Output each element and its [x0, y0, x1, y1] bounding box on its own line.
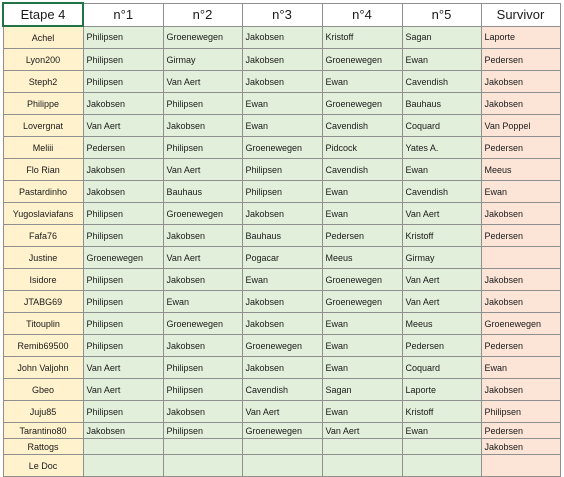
pick-4-cell[interactable]: Ewan [322, 181, 402, 203]
pick-5-cell[interactable]: Van Aert [402, 291, 481, 313]
pick-4-cell[interactable]: Sagan [322, 379, 402, 401]
pick-3-cell[interactable]: Van Aert [242, 401, 322, 423]
header-row [3, 3, 560, 26]
survivor-cell[interactable]: Pedersen [481, 225, 560, 247]
pick-3-cell[interactable]: Jakobsen [242, 26, 322, 49]
survivor-cell[interactable]: Laporte [481, 26, 560, 49]
table-row [3, 269, 560, 291]
table-row [3, 357, 560, 379]
survivor-cell[interactable]: Groenewegen [481, 313, 560, 335]
pick-3-cell[interactable]: Groenewegen [242, 137, 322, 159]
pick-5-cell[interactable] [402, 439, 481, 455]
header-cell-pick-1[interactable]: n°1 [83, 3, 163, 26]
pick-4-cell[interactable]: Ewan [322, 401, 402, 423]
pick-5-cell[interactable]: Ewan [402, 49, 481, 71]
player-name-cell[interactable]: Rattogs [3, 439, 83, 455]
pick-1-cell[interactable]: Philipsen [83, 71, 163, 93]
table-row [3, 455, 560, 477]
player-name-cell[interactable]: Remib69500 [3, 335, 83, 357]
survivor-cell[interactable]: Pedersen [481, 423, 560, 439]
pick-4-cell[interactable]: Ewan [322, 357, 402, 379]
pick-3-cell[interactable]: Ewan [242, 115, 322, 137]
pick-5-cell[interactable]: Yates A. [402, 137, 481, 159]
pick-2-cell[interactable]: Groenewegen [163, 203, 242, 225]
pick-1-cell[interactable]: Jakobsen [83, 93, 163, 115]
table-row [3, 439, 560, 455]
player-name-cell[interactable]: Lyon200 [3, 49, 83, 71]
survivor-cell[interactable]: Jakobsen [481, 291, 560, 313]
header-cell-pick-4[interactable]: n°4 [322, 3, 402, 26]
pick-1-cell[interactable]: Philipsen [83, 26, 163, 49]
pick-4-cell[interactable]: Kristoff [322, 26, 402, 49]
header-cell-stage[interactable]: Etape 4 [3, 3, 83, 26]
player-name-cell[interactable]: Yugoslaviafans [3, 203, 83, 225]
pick-2-cell[interactable]: Philipsen [163, 357, 242, 379]
pick-3-cell[interactable]: Philipsen [242, 159, 322, 181]
pick-2-cell[interactable]: Van Aert [163, 247, 242, 269]
pick-3-cell[interactable]: Philipsen [242, 181, 322, 203]
pick-4-cell[interactable] [322, 439, 402, 455]
player-name-cell[interactable]: Achel [3, 26, 83, 49]
pick-5-cell[interactable]: Van Aert [402, 203, 481, 225]
pick-4-cell[interactable]: Pidcock [322, 137, 402, 159]
pick-5-cell[interactable]: Coquard [402, 115, 481, 137]
table-row [3, 93, 560, 115]
pick-2-cell[interactable]: Van Aert [163, 159, 242, 181]
player-name-cell[interactable]: Juju85 [3, 401, 83, 423]
pick-1-cell[interactable]: Philipsen [83, 401, 163, 423]
pick-2-cell[interactable]: Van Aert [163, 71, 242, 93]
table-row [3, 313, 560, 335]
pick-1-cell[interactable]: Van Aert [83, 115, 163, 137]
table-row [3, 291, 560, 313]
table-row [3, 137, 560, 159]
pick-4-cell[interactable]: Ewan [322, 335, 402, 357]
pick-3-cell[interactable]: Jakobsen [242, 357, 322, 379]
pick-1-cell[interactable]: Philipsen [83, 335, 163, 357]
pick-4-cell[interactable]: Van Aert [322, 423, 402, 439]
table-row [3, 379, 560, 401]
player-name-cell[interactable]: Steph2 [3, 71, 83, 93]
player-name-cell[interactable]: Isidore [3, 269, 83, 291]
survivor-cell[interactable]: Jakobsen [481, 71, 560, 93]
pick-4-cell[interactable]: Ewan [322, 71, 402, 93]
pick-5-cell[interactable]: Coquard [402, 357, 481, 379]
survivor-cell[interactable]: Pedersen [481, 137, 560, 159]
player-name-cell[interactable]: Justine [3, 247, 83, 269]
pick-2-cell[interactable]: Jakobsen [163, 269, 242, 291]
pick-1-cell[interactable]: Philipsen [83, 269, 163, 291]
survivor-cell[interactable]: Jakobsen [481, 379, 560, 401]
pick-5-cell[interactable]: Kristoff [402, 401, 481, 423]
pick-3-cell[interactable]: Jakobsen [242, 49, 322, 71]
pick-4-cell[interactable]: Meeus [322, 247, 402, 269]
pick-5-cell[interactable]: Ewan [402, 423, 481, 439]
pick-1-cell[interactable]: Jakobsen [83, 181, 163, 203]
survivor-cell[interactable]: Jakobsen [481, 203, 560, 225]
pick-3-cell[interactable]: Jakobsen [242, 313, 322, 335]
survivor-cell[interactable]: Van Poppel [481, 115, 560, 137]
table-row [3, 401, 560, 423]
pick-1-cell[interactable] [83, 439, 163, 455]
pick-5-cell[interactable] [402, 455, 481, 477]
survivor-cell[interactable] [481, 455, 560, 477]
table-row [3, 247, 560, 269]
table-row [3, 181, 560, 203]
pick-5-cell[interactable]: Meeus [402, 313, 481, 335]
pick-1-cell[interactable]: Van Aert [83, 379, 163, 401]
table-row [3, 203, 560, 225]
table-row [3, 115, 560, 137]
pick-3-cell[interactable]: Pogacar [242, 247, 322, 269]
player-name-cell[interactable]: John Valjohn [3, 357, 83, 379]
pick-1-cell[interactable]: Philipsen [83, 49, 163, 71]
pick-5-cell[interactable]: Ewan [402, 159, 481, 181]
pick-1-cell[interactable]: Van Aert [83, 357, 163, 379]
pick-4-cell[interactable]: Ewan [322, 313, 402, 335]
pick-2-cell[interactable]: Girmay [163, 49, 242, 71]
header-cell-pick-2[interactable]: n°2 [163, 3, 242, 26]
pick-1-cell[interactable]: Philipsen [83, 291, 163, 313]
table-row [3, 423, 560, 439]
pick-5-cell[interactable]: Kristoff [402, 225, 481, 247]
pick-3-cell[interactable]: Groenewegen [242, 423, 322, 439]
pick-4-cell[interactable]: Ewan [322, 203, 402, 225]
player-name-cell[interactable]: Philippe [3, 93, 83, 115]
pick-4-cell[interactable]: Pedersen [322, 225, 402, 247]
pick-2-cell[interactable]: Jakobsen [163, 401, 242, 423]
pick-4-cell[interactable]: Groenewegen [322, 49, 402, 71]
pick-2-cell[interactable]: Groenewegen [163, 313, 242, 335]
pick-4-cell[interactable]: Groenewegen [322, 291, 402, 313]
pick-4-cell[interactable] [322, 455, 402, 477]
pick-3-cell[interactable]: Cavendish [242, 379, 322, 401]
survivor-cell[interactable]: Ewan [481, 357, 560, 379]
player-name-cell[interactable]: Flo Rian [3, 159, 83, 181]
stage-picks-table [2, 2, 561, 477]
player-name-cell[interactable]: Le Doc [3, 455, 83, 477]
pick-1-cell[interactable]: Philipsen [83, 203, 163, 225]
survivor-cell[interactable]: Meeus [481, 159, 560, 181]
pick-5-cell[interactable]: Cavendish [402, 181, 481, 203]
pick-5-cell[interactable]: Sagan [402, 26, 481, 49]
pick-2-cell[interactable]: Jakobsen [163, 115, 242, 137]
pick-2-cell[interactable]: Philipsen [163, 137, 242, 159]
header-cell-pick-3[interactable]: n°3 [242, 3, 322, 26]
pick-2-cell[interactable]: Philipsen [163, 379, 242, 401]
survivor-cell[interactable] [481, 247, 560, 269]
pick-3-cell[interactable]: Bauhaus [242, 225, 322, 247]
survivor-cell[interactable]: Jakobsen [481, 93, 560, 115]
table-row [3, 26, 560, 49]
header-cell-pick-5[interactable]: n°5 [402, 3, 481, 26]
pick-5-cell[interactable]: Laporte [402, 379, 481, 401]
player-name-cell[interactable]: JTABG69 [3, 291, 83, 313]
table-row [3, 49, 560, 71]
player-name-cell[interactable]: Lovergnat [3, 115, 83, 137]
pick-1-cell[interactable] [83, 455, 163, 477]
survivor-cell[interactable]: Jakobsen [481, 269, 560, 291]
survivor-cell[interactable]: Ewan [481, 181, 560, 203]
pick-1-cell[interactable]: Jakobsen [83, 423, 163, 439]
pick-3-cell[interactable]: Jakobsen [242, 203, 322, 225]
pick-3-cell[interactable]: Groenewegen [242, 335, 322, 357]
pick-5-cell[interactable]: Van Aert [402, 269, 481, 291]
pick-2-cell[interactable]: Ewan [163, 291, 242, 313]
player-name-cell[interactable]: Meliii [3, 137, 83, 159]
pick-5-cell[interactable]: Pedersen [402, 335, 481, 357]
pick-3-cell[interactable]: Ewan [242, 269, 322, 291]
pick-5-cell[interactable]: Girmay [402, 247, 481, 269]
pick-4-cell[interactable]: Cavendish [322, 115, 402, 137]
pick-3-cell[interactable] [242, 439, 322, 455]
player-name-cell[interactable]: Titouplin [3, 313, 83, 335]
pick-1-cell[interactable]: Jakobsen [83, 159, 163, 181]
survivor-cell[interactable]: Pedersen [481, 49, 560, 71]
pick-1-cell[interactable]: Philipsen [83, 225, 163, 247]
survivor-cell[interactable]: Pedersen [481, 335, 560, 357]
pick-2-cell[interactable] [163, 455, 242, 477]
pick-2-cell[interactable]: Philipsen [163, 423, 242, 439]
pick-3-cell[interactable]: Jakobsen [242, 71, 322, 93]
pick-5-cell[interactable]: Bauhaus [402, 93, 481, 115]
pick-2-cell[interactable]: Jakobsen [163, 225, 242, 247]
pick-1-cell[interactable]: Pedersen [83, 137, 163, 159]
pick-3-cell[interactable]: Jakobsen [242, 291, 322, 313]
pick-4-cell[interactable]: Groenewegen [322, 93, 402, 115]
player-name-cell[interactable]: Fafa76 [3, 225, 83, 247]
pick-2-cell[interactable]: Groenewegen [163, 26, 242, 49]
pick-4-cell[interactable]: Groenewegen [322, 269, 402, 291]
pick-4-cell[interactable]: Cavendish [322, 159, 402, 181]
table-row [3, 71, 560, 93]
pick-2-cell[interactable]: Bauhaus [163, 181, 242, 203]
pick-2-cell[interactable]: Philipsen [163, 93, 242, 115]
table-row [3, 335, 560, 357]
pick-5-cell[interactable]: Cavendish [402, 71, 481, 93]
header-cell-survivor[interactable]: Survivor [481, 3, 560, 26]
survivor-cell[interactable]: Philipsen [481, 401, 560, 423]
table-row [3, 159, 560, 181]
pick-2-cell[interactable]: Jakobsen [163, 335, 242, 357]
pick-2-cell[interactable] [163, 439, 242, 455]
survivor-cell[interactable]: Jakobsen [481, 439, 560, 455]
table-row [3, 225, 560, 247]
pick-1-cell[interactable]: Philipsen [83, 313, 163, 335]
player-name-cell[interactable]: Gbeo [3, 379, 83, 401]
pick-3-cell[interactable]: Ewan [242, 93, 322, 115]
pick-1-cell[interactable]: Groenewegen [83, 247, 163, 269]
player-name-cell[interactable]: Pastardinho [3, 181, 83, 203]
player-name-cell[interactable]: Tarantino80 [3, 423, 83, 439]
pick-3-cell[interactable] [242, 455, 322, 477]
